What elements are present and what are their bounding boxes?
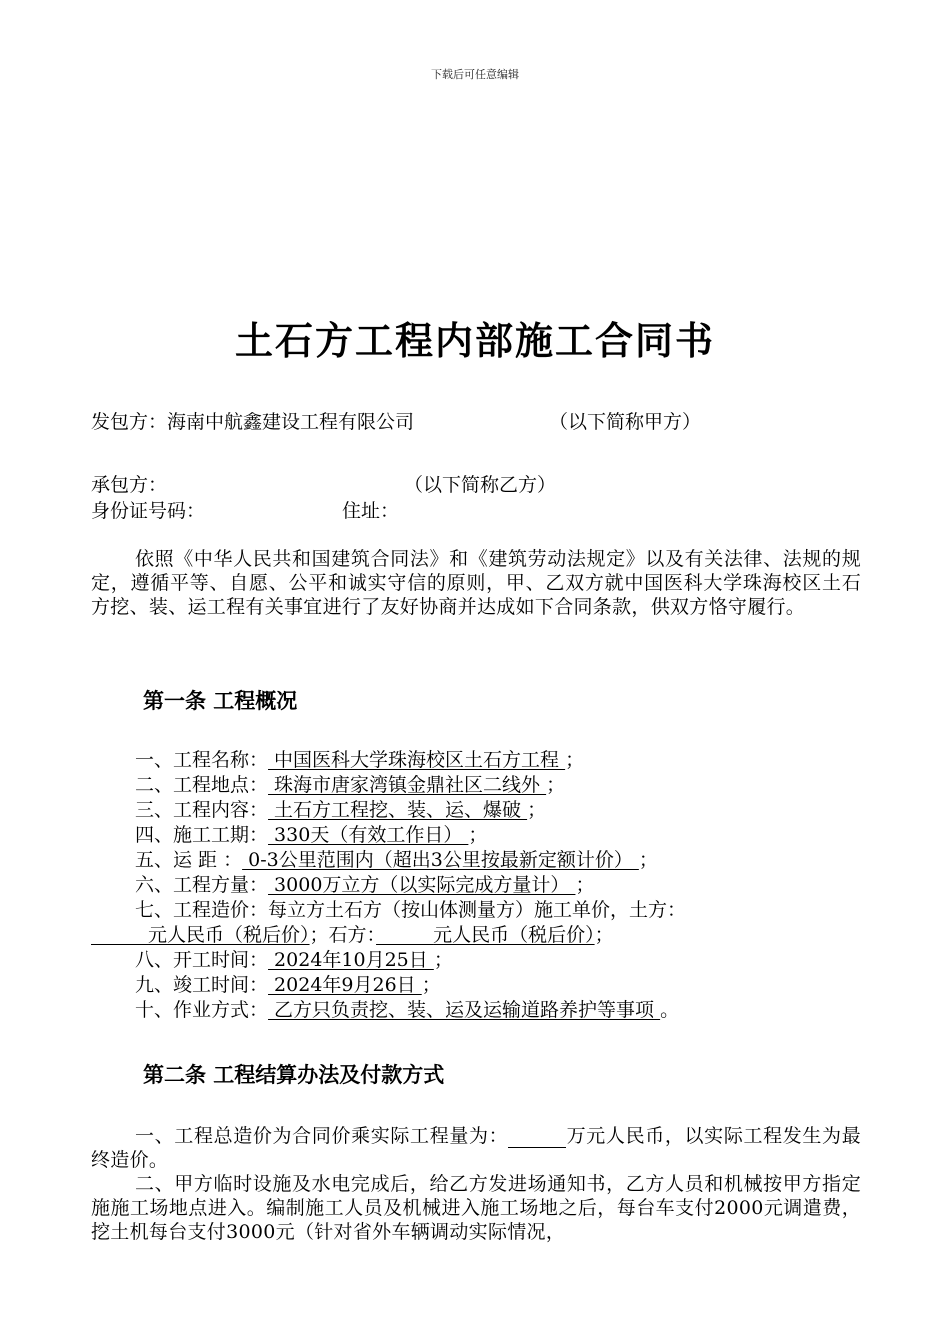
contractor-label: 承包方： (91, 474, 168, 496)
list-item: 八、开工时间： 2024年10月25日 ； (135, 949, 453, 971)
article2-paragraph-2: 二、甲方临时设施及水电完成后，给乙方发进场通知书，乙方人员和机械按甲方指定施施工场地点进入。编制施工人员及机械进入施工场地之后，每台车支付2000元调遣费，挖土机每台支付3000元（针对省外车辆调动实际情况， (91, 1173, 861, 1243)
rock-price-blank: 元人民币（税后价） (433, 924, 595, 946)
id-label: 身份证号码： (91, 500, 206, 522)
contractor-line (91, 473, 557, 497)
id-address-line (91, 499, 400, 523)
list-item: 六、工程方量： 3000万立方（以实际完成方量计） ； (135, 874, 595, 896)
list-item: 五、运 距 ： 0-3公里范围内（超出3公里按最新定额计价） ； (135, 849, 658, 871)
list-item: 一、工程名称： 中国医科大学珠海校区土石方工程 ； (135, 749, 585, 771)
document-title: 土石方工程内部施工合同书 (234, 319, 715, 363)
article2-heading: 第二条 工程结算办法及付款方式 (143, 1063, 445, 1087)
employer-name: 海南中航鑫建设工程有限公司 (167, 411, 415, 433)
article1-heading: 第一条 工程概况 (143, 689, 298, 713)
list-item: 十、作业方式： 乙方只负责挖、装、运及运输道路养护等事项 。 (135, 999, 680, 1021)
list-item: 三、工程内容： 土石方工程挖、装、运、爆破 ； (135, 799, 547, 821)
employer-alias: （以下简称甲方） (549, 411, 702, 433)
contractor-alias: （以下简称乙方） (404, 474, 557, 496)
list-item: 七、工程造价：每立方土石方（按山体测量方）施工单价，土方： (135, 899, 687, 921)
list-item: 四、施工工期： 330天（有效工作日） ； (135, 824, 488, 846)
total-price-blank (508, 1127, 566, 1148)
address-label: 住址： (342, 500, 400, 522)
employer-label: 发包方： (91, 411, 168, 433)
list-item: 九、竣工时间： 2024年9月26日 ； (135, 974, 441, 996)
list-item: 二、工程地点： 珠海市唐家湾镇金鼎社区二线外 ； (135, 774, 566, 796)
employer-line (91, 410, 702, 434)
price-line: 元人民币（税后价）；石方： 元人民币（税后价）； (91, 923, 614, 947)
header-note: 下载后可任意编辑 (431, 68, 519, 81)
article2-paragraph-1: 一、工程总造价为合同价乘实际工程量为： 万元人民币，以实际工程发生为最终造价。 (91, 1125, 861, 1171)
intro-paragraph: 依照《中华人民共和国建筑合同法》和《建筑劳动法规定》以及有关法律、法规的规定，遵循平等、自愿、公平和诚实守信的原则，甲、乙双方就中国医科大学珠海校区土石方挖、装、运工程有关事宜进行了友好协商并达成如下合同条款，供双方恪守履行。 (91, 548, 861, 618)
earth-price-blank: 元人民币（税后价） (148, 924, 310, 946)
